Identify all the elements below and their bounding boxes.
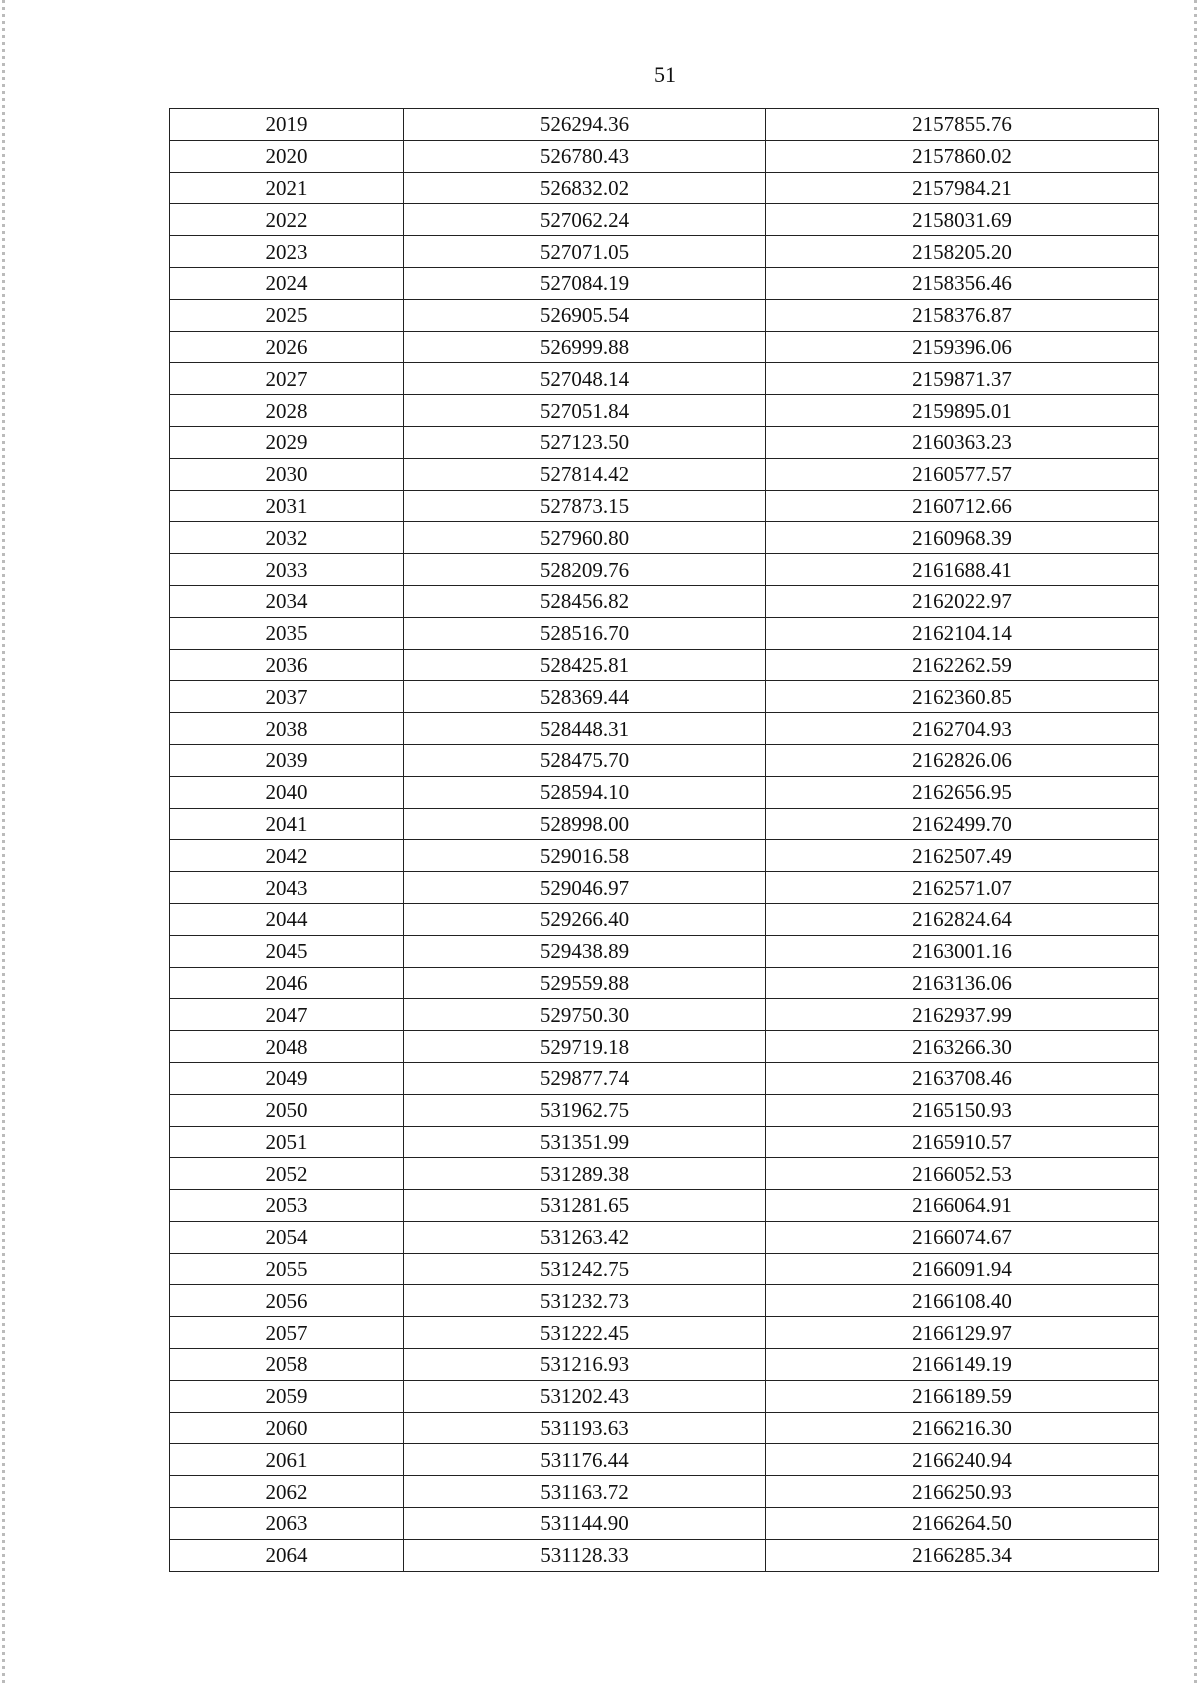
y-coordinate-cell: 2162360.85: [766, 681, 1159, 713]
x-coordinate-cell: 528456.82: [404, 585, 766, 617]
x-coordinate-cell: 527873.15: [404, 490, 766, 522]
point-id-cell: 2053: [170, 1190, 404, 1222]
point-id-cell: 2035: [170, 617, 404, 649]
point-id-cell: 2063: [170, 1508, 404, 1540]
coordinate-table: [169, 108, 1159, 1572]
table-row: [170, 935, 1159, 967]
point-id-cell: 2025: [170, 299, 404, 331]
table-row: [170, 458, 1159, 490]
point-id-cell: 2062: [170, 1476, 404, 1508]
point-id-cell: 2049: [170, 1062, 404, 1094]
x-coordinate-cell: 529559.88: [404, 967, 766, 999]
y-coordinate-cell: 2159396.06: [766, 331, 1159, 363]
y-coordinate-cell: 2166216.30: [766, 1412, 1159, 1444]
point-id-cell: 2043: [170, 872, 404, 904]
x-coordinate-cell: 527123.50: [404, 426, 766, 458]
table-row: [170, 713, 1159, 745]
x-coordinate-cell: 531128.33: [404, 1539, 766, 1571]
table-row: [170, 1221, 1159, 1253]
point-id-cell: 2023: [170, 236, 404, 268]
x-coordinate-cell: 529438.89: [404, 935, 766, 967]
table-row: [170, 776, 1159, 808]
y-coordinate-cell: 2166189.59: [766, 1380, 1159, 1412]
x-coordinate-cell: 531242.75: [404, 1253, 766, 1285]
table-row: [170, 1444, 1159, 1476]
y-coordinate-cell: 2162104.14: [766, 617, 1159, 649]
point-id-cell: 2055: [170, 1253, 404, 1285]
point-id-cell: 2036: [170, 649, 404, 681]
point-id-cell: 2047: [170, 999, 404, 1031]
y-coordinate-cell: 2166129.97: [766, 1317, 1159, 1349]
x-coordinate-cell: 527062.24: [404, 204, 766, 236]
point-id-cell: 2021: [170, 172, 404, 204]
x-coordinate-cell: 531962.75: [404, 1094, 766, 1126]
y-coordinate-cell: 2160968.39: [766, 522, 1159, 554]
x-coordinate-cell: 531163.72: [404, 1476, 766, 1508]
point-id-cell: 2060: [170, 1412, 404, 1444]
y-coordinate-cell: 2166108.40: [766, 1285, 1159, 1317]
table-row: [170, 999, 1159, 1031]
table-row: [170, 1476, 1159, 1508]
x-coordinate-cell: 531351.99: [404, 1126, 766, 1158]
x-coordinate-cell: 529719.18: [404, 1031, 766, 1063]
table-row: [170, 649, 1159, 681]
point-id-cell: 2031: [170, 490, 404, 522]
table-row: [170, 395, 1159, 427]
x-coordinate-cell: 526999.88: [404, 331, 766, 363]
y-coordinate-cell: 2163136.06: [766, 967, 1159, 999]
coordinate-table-container: [169, 108, 1158, 1572]
x-coordinate-cell: 528998.00: [404, 808, 766, 840]
x-coordinate-cell: 527084.19: [404, 267, 766, 299]
y-coordinate-cell: 2165910.57: [766, 1126, 1159, 1158]
point-id-cell: 2046: [170, 967, 404, 999]
point-id-cell: 2045: [170, 935, 404, 967]
table-row: [170, 1380, 1159, 1412]
table-row: [170, 1126, 1159, 1158]
table-row: [170, 681, 1159, 713]
x-coordinate-cell: 526780.43: [404, 140, 766, 172]
y-coordinate-cell: 2159871.37: [766, 363, 1159, 395]
x-coordinate-cell: 531281.65: [404, 1190, 766, 1222]
y-coordinate-cell: 2158205.20: [766, 236, 1159, 268]
point-id-cell: 2019: [170, 109, 404, 141]
y-coordinate-cell: 2166250.93: [766, 1476, 1159, 1508]
scan-edge-right: [1194, 0, 1197, 1686]
x-coordinate-cell: 529046.97: [404, 872, 766, 904]
y-coordinate-cell: 2166052.53: [766, 1158, 1159, 1190]
point-id-cell: 2039: [170, 744, 404, 776]
x-coordinate-cell: 531232.73: [404, 1285, 766, 1317]
x-coordinate-cell: 528369.44: [404, 681, 766, 713]
table-row: [170, 744, 1159, 776]
x-coordinate-cell: 528475.70: [404, 744, 766, 776]
point-id-cell: 2037: [170, 681, 404, 713]
x-coordinate-cell: 531263.42: [404, 1221, 766, 1253]
table-row: [170, 1508, 1159, 1540]
table-row: [170, 1412, 1159, 1444]
point-id-cell: 2041: [170, 808, 404, 840]
table-row: [170, 140, 1159, 172]
y-coordinate-cell: 2162507.49: [766, 840, 1159, 872]
x-coordinate-cell: 531216.93: [404, 1349, 766, 1381]
point-id-cell: 2029: [170, 426, 404, 458]
point-id-cell: 2048: [170, 1031, 404, 1063]
y-coordinate-cell: 2166064.91: [766, 1190, 1159, 1222]
table-row: [170, 1285, 1159, 1317]
y-coordinate-cell: 2166149.19: [766, 1349, 1159, 1381]
x-coordinate-cell: 531222.45: [404, 1317, 766, 1349]
point-id-cell: 2064: [170, 1539, 404, 1571]
table-row: [170, 109, 1159, 141]
y-coordinate-cell: 2158031.69: [766, 204, 1159, 236]
table-row: [170, 299, 1159, 331]
table-row: [170, 1539, 1159, 1571]
table-row: [170, 1158, 1159, 1190]
table-row: [170, 617, 1159, 649]
table-row: [170, 1317, 1159, 1349]
x-coordinate-cell: 527814.42: [404, 458, 766, 490]
y-coordinate-cell: 2160712.66: [766, 490, 1159, 522]
table-row: [170, 967, 1159, 999]
y-coordinate-cell: 2165150.93: [766, 1094, 1159, 1126]
point-id-cell: 2058: [170, 1349, 404, 1381]
y-coordinate-cell: 2162937.99: [766, 999, 1159, 1031]
table-row: [170, 840, 1159, 872]
scan-edge-left: [2, 0, 5, 1686]
x-coordinate-cell: 531202.43: [404, 1380, 766, 1412]
x-coordinate-cell: 531176.44: [404, 1444, 766, 1476]
y-coordinate-cell: 2166285.34: [766, 1539, 1159, 1571]
y-coordinate-cell: 2157860.02: [766, 140, 1159, 172]
table-row: [170, 554, 1159, 586]
x-coordinate-cell: 531144.90: [404, 1508, 766, 1540]
point-id-cell: 2051: [170, 1126, 404, 1158]
x-coordinate-cell: 528594.10: [404, 776, 766, 808]
table-row: [170, 1031, 1159, 1063]
point-id-cell: 2026: [170, 331, 404, 363]
y-coordinate-cell: 2162571.07: [766, 872, 1159, 904]
y-coordinate-cell: 2162824.64: [766, 903, 1159, 935]
y-coordinate-cell: 2159895.01: [766, 395, 1159, 427]
point-id-cell: 2024: [170, 267, 404, 299]
table-row: [170, 363, 1159, 395]
x-coordinate-cell: 526294.36: [404, 109, 766, 141]
x-coordinate-cell: 527960.80: [404, 522, 766, 554]
x-coordinate-cell: 528448.31: [404, 713, 766, 745]
x-coordinate-cell: 526832.02: [404, 172, 766, 204]
table-row: [170, 1062, 1159, 1094]
point-id-cell: 2057: [170, 1317, 404, 1349]
point-id-cell: 2040: [170, 776, 404, 808]
y-coordinate-cell: 2161688.41: [766, 554, 1159, 586]
y-coordinate-cell: 2160363.23: [766, 426, 1159, 458]
x-coordinate-cell: 529877.74: [404, 1062, 766, 1094]
point-id-cell: 2044: [170, 903, 404, 935]
table-row: [170, 236, 1159, 268]
y-coordinate-cell: 2162656.95: [766, 776, 1159, 808]
point-id-cell: 2020: [170, 140, 404, 172]
table-row: [170, 426, 1159, 458]
y-coordinate-cell: 2166240.94: [766, 1444, 1159, 1476]
point-id-cell: 2059: [170, 1380, 404, 1412]
y-coordinate-cell: 2162262.59: [766, 649, 1159, 681]
table-row: [170, 267, 1159, 299]
point-id-cell: 2042: [170, 840, 404, 872]
page-number: 51: [654, 62, 676, 87]
y-coordinate-cell: 2166074.67: [766, 1221, 1159, 1253]
table-row: [170, 1253, 1159, 1285]
table-row: [170, 204, 1159, 236]
x-coordinate-cell: 528516.70: [404, 617, 766, 649]
table-row: [170, 1094, 1159, 1126]
point-id-cell: 2052: [170, 1158, 404, 1190]
point-id-cell: 2033: [170, 554, 404, 586]
point-id-cell: 2054: [170, 1221, 404, 1253]
table-row: [170, 172, 1159, 204]
y-coordinate-cell: 2162826.06: [766, 744, 1159, 776]
x-coordinate-cell: 526905.54: [404, 299, 766, 331]
y-coordinate-cell: 2157984.21: [766, 172, 1159, 204]
point-id-cell: 2034: [170, 585, 404, 617]
x-coordinate-cell: 529750.30: [404, 999, 766, 1031]
x-coordinate-cell: 529016.58: [404, 840, 766, 872]
y-coordinate-cell: 2157855.76: [766, 109, 1159, 141]
x-coordinate-cell: 531193.63: [404, 1412, 766, 1444]
point-id-cell: 2030: [170, 458, 404, 490]
point-id-cell: 2032: [170, 522, 404, 554]
table-row: [170, 903, 1159, 935]
point-id-cell: 2061: [170, 1444, 404, 1476]
table-row: [170, 331, 1159, 363]
y-coordinate-cell: 2166091.94: [766, 1253, 1159, 1285]
x-coordinate-cell: 527048.14: [404, 363, 766, 395]
point-id-cell: 2050: [170, 1094, 404, 1126]
x-coordinate-cell: 527071.05: [404, 236, 766, 268]
point-id-cell: 2038: [170, 713, 404, 745]
point-id-cell: 2028: [170, 395, 404, 427]
x-coordinate-cell: 531289.38: [404, 1158, 766, 1190]
y-coordinate-cell: 2160577.57: [766, 458, 1159, 490]
y-coordinate-cell: 2162704.93: [766, 713, 1159, 745]
table-row: [170, 872, 1159, 904]
coordinate-table-body: [170, 109, 1159, 1572]
x-coordinate-cell: 528209.76: [404, 554, 766, 586]
table-row: [170, 585, 1159, 617]
x-coordinate-cell: 527051.84: [404, 395, 766, 427]
y-coordinate-cell: 2163708.46: [766, 1062, 1159, 1094]
point-id-cell: 2056: [170, 1285, 404, 1317]
y-coordinate-cell: 2162499.70: [766, 808, 1159, 840]
y-coordinate-cell: 2163266.30: [766, 1031, 1159, 1063]
x-coordinate-cell: 529266.40: [404, 903, 766, 935]
table-row: [170, 490, 1159, 522]
y-coordinate-cell: 2166264.50: [766, 1508, 1159, 1540]
point-id-cell: 2027: [170, 363, 404, 395]
y-coordinate-cell: 2162022.97: [766, 585, 1159, 617]
y-coordinate-cell: 2158376.87: [766, 299, 1159, 331]
point-id-cell: 2022: [170, 204, 404, 236]
y-coordinate-cell: 2163001.16: [766, 935, 1159, 967]
x-coordinate-cell: 528425.81: [404, 649, 766, 681]
table-row: [170, 808, 1159, 840]
y-coordinate-cell: 2158356.46: [766, 267, 1159, 299]
table-row: [170, 1190, 1159, 1222]
table-row: [170, 1349, 1159, 1381]
table-row: [170, 522, 1159, 554]
